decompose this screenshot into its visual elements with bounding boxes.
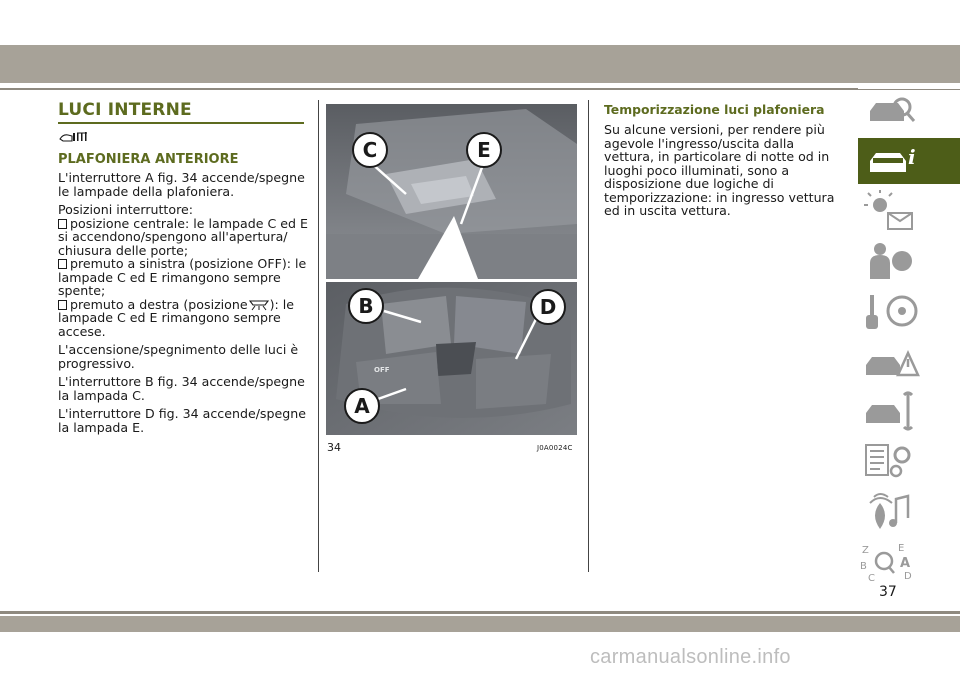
svg-text:C: C: [868, 573, 875, 584]
callout-label: D: [539, 295, 557, 319]
callout-label: C: [362, 138, 378, 162]
switch-b-paragraph: L'interruttore B fig. 34 accende/spegne la lampada C.: [58, 374, 305, 403]
footer-band: [0, 616, 960, 632]
data-gear-icon: [858, 439, 960, 485]
tab-car-emergency[interactable]: [858, 338, 960, 385]
left-column: [58, 100, 308, 439]
page-top-margin: [0, 0, 960, 45]
tab-multimedia[interactable]: [858, 488, 960, 535]
tab-car-info[interactable]: [858, 138, 960, 184]
car-magnifier-icon: [858, 89, 960, 135]
subsection-title: PLAFONIERA ANTERIORE: [58, 152, 239, 167]
index-letters-icon: [858, 539, 960, 585]
tab-data-gear[interactable]: [858, 438, 960, 485]
off-label: OFF: [374, 366, 390, 374]
tab-car-magnifier[interactable]: [858, 88, 960, 135]
tab-warning-lights[interactable]: [858, 188, 960, 235]
car-wrench-icon: [858, 389, 960, 435]
timer-heading: Temporizzazione luci plafoniera: [604, 102, 825, 117]
column-divider: [318, 100, 319, 572]
switch-d-paragraph: L'interruttore D fig. 34 accende/spegne la lampada E.: [58, 406, 306, 435]
seat-safety-icon: [858, 239, 960, 285]
callout-label: E: [477, 138, 491, 162]
column-divider: [588, 100, 589, 572]
warning-lights-icon: [858, 189, 960, 235]
bullet-item: [58, 257, 308, 298]
watermark: carmanualsonline.info: [590, 646, 791, 668]
header-rule: [0, 88, 960, 90]
figure-code: J0A0024C: [537, 444, 573, 452]
bullet-text: premuto a destra (posizione: [70, 296, 248, 312]
svg-text:E: E: [898, 543, 905, 554]
header-band: [0, 45, 960, 83]
svg-text:D: D: [904, 571, 912, 582]
multimedia-icon: [858, 489, 960, 535]
callout-label: A: [354, 394, 370, 418]
intro-paragraph: L'interruttore A fig. 34 accende/spegne le lampade della plafoniera.: [58, 170, 305, 199]
callout-label: B: [358, 294, 374, 318]
ceiling-light-figure: [326, 104, 577, 435]
svg-text:B: B: [860, 561, 867, 572]
ceiling-light-illustration: [326, 104, 577, 435]
bullet-square-icon: [58, 219, 67, 229]
tab-seat-safety[interactable]: [858, 238, 960, 285]
car-emergency-icon: [858, 339, 960, 385]
interior-light-icon: [58, 130, 92, 144]
bullet-text: posizione centrale: le lampade C ed E si accendono/spengono all'apertura/ chiusura delle porte;: [58, 215, 308, 258]
bullet-item: [58, 298, 308, 339]
bullet-item: [58, 217, 308, 258]
svg-text:i: i: [908, 145, 916, 169]
tab-index-letters[interactable]: [858, 538, 960, 585]
timer-paragraph: Su alcune versioni, per rendere più agevole l'ingresso/uscita dalla vettura, in particolare di notte od in luoghi poco illuminati, sono a disposizione due logiche di temporizzazione: in ingresso vettura ed in uscita vettura.: [604, 122, 835, 218]
bullet-square-icon: [58, 300, 67, 310]
bullet-square-icon: [58, 259, 67, 269]
svg-text:A: A: [900, 556, 911, 571]
car-info-icon: [858, 138, 960, 184]
svg-text:Z: Z: [862, 545, 869, 556]
page-number: 37: [879, 584, 897, 600]
right-column: [604, 102, 844, 223]
tab-car-wrench[interactable]: [858, 388, 960, 435]
tab-key-steering[interactable]: [858, 288, 960, 335]
progressive-paragraph: L'accensione/spegnimento delle luci è progressivo.: [58, 342, 299, 371]
footer-rule: [0, 611, 960, 614]
figure-number: 34: [327, 441, 341, 454]
lamp-on-icon: [248, 298, 270, 311]
interior-light-symbol: [58, 130, 308, 144]
key-steering-icon: [858, 289, 960, 335]
positions-label: Posizioni interruttore:: [58, 202, 193, 217]
bullet-text: premuto a sinistra (posizione OFF): le lampade C ed E rimangono sempre spente;: [58, 256, 307, 298]
section-title: LUCI INTERNE: [58, 100, 304, 124]
bullet-text: ): le lampade C ed E rimangono sempre accese.: [58, 296, 295, 339]
